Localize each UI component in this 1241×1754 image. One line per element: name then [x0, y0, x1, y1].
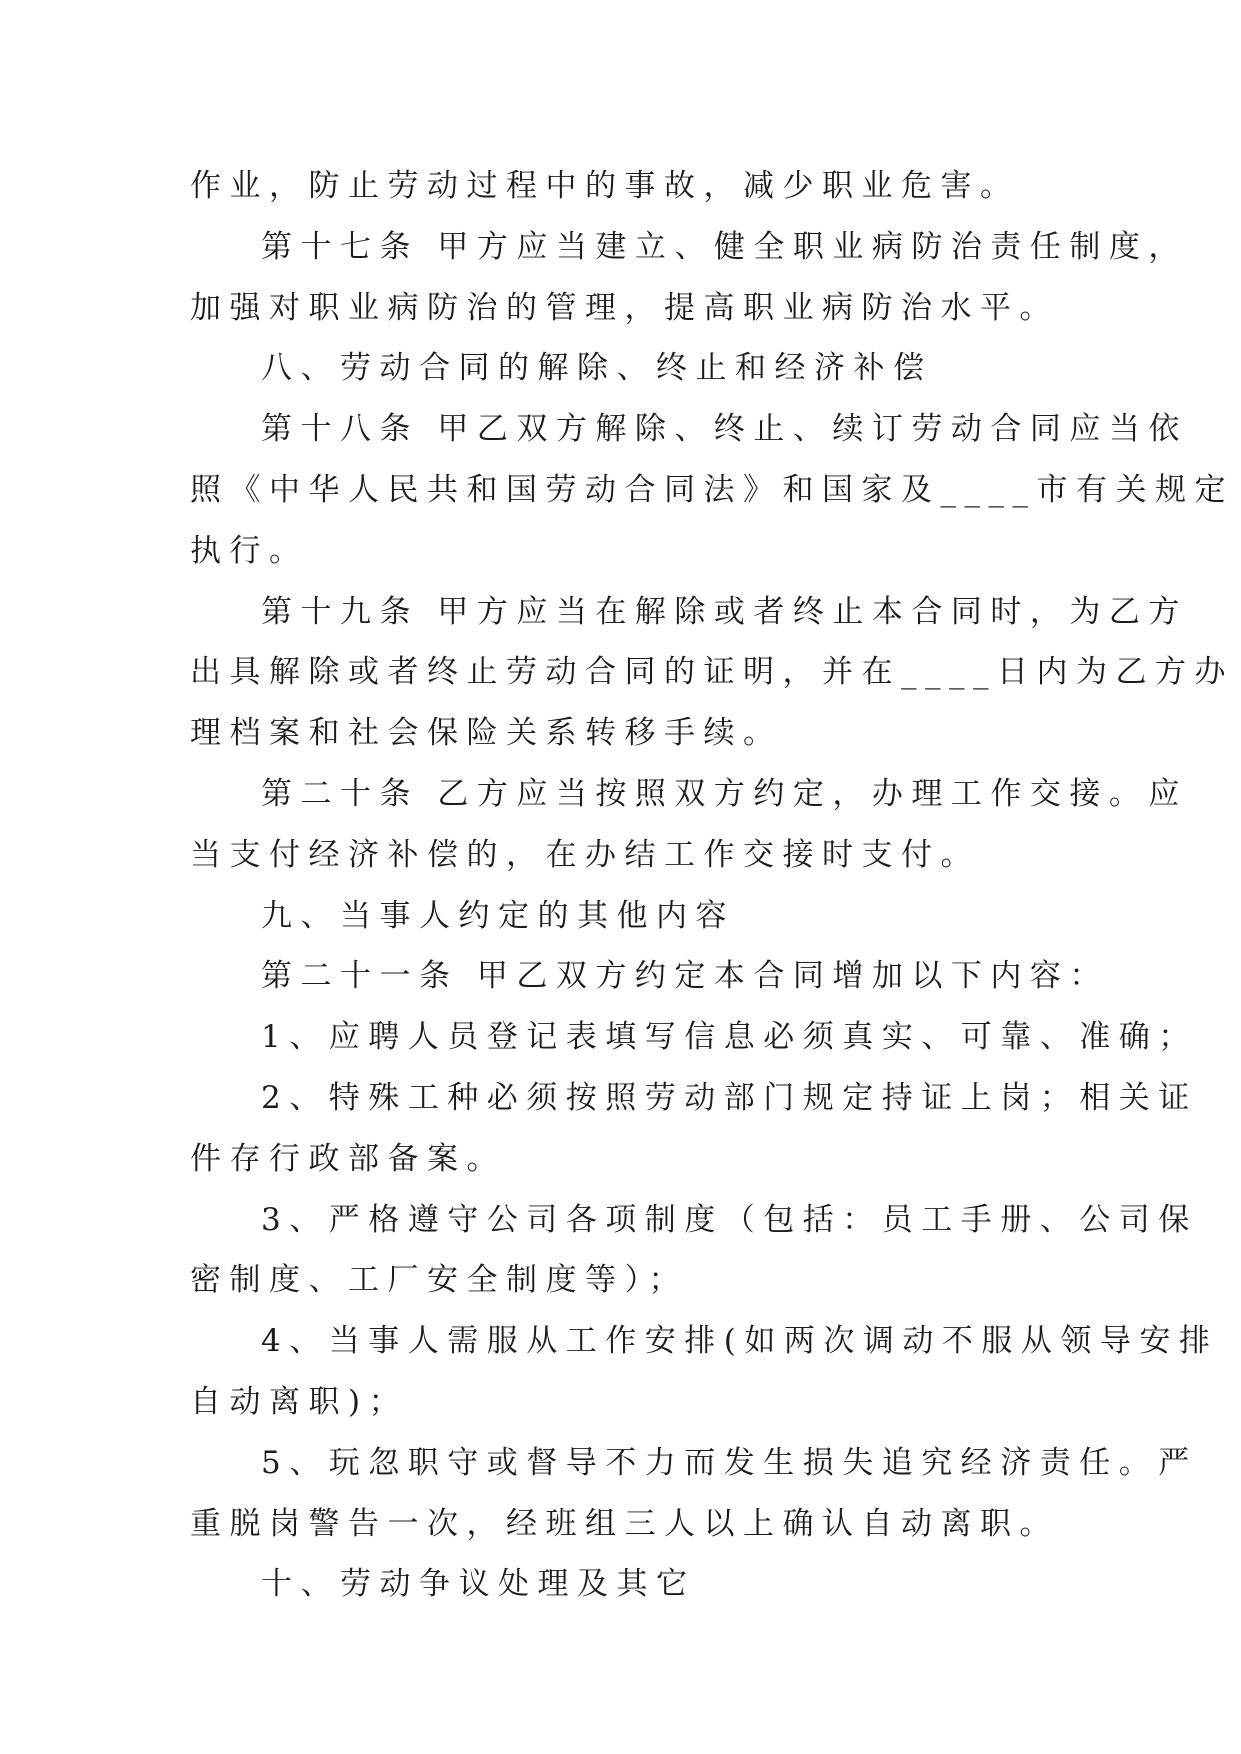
text-line: 出具解除或者终止劳动合同的证明，并在____日内为乙方办	[190, 654, 1234, 691]
article-17-line: 第十七条 甲方应当建立、健全职业病防治责任制度，	[261, 228, 1188, 265]
text-line: 重脱岗警告一次，经班组三人以上确认自动离职。	[190, 1505, 1059, 1542]
list-item-2: 2、特殊工种必须按照劳动部门规定持证上岗；相关证	[261, 1079, 1198, 1116]
list-item-4: 4、当事人需服从工作安排(如两次调动不服从领导安排	[261, 1323, 1219, 1360]
contract-text-body	[190, 156, 1234, 1615]
article-19-line: 第十九条 甲方应当在解除或者终止本合同时，为乙方	[261, 593, 1188, 630]
article-18-line: 第十八条 甲乙双方解除、终止、续订劳动合同应当依	[261, 411, 1188, 448]
text-line: 作业，防止劳动过程中的事故，减少职业危害。	[190, 168, 1020, 204]
article-21-line: 第二十一条 甲乙双方约定本合同增加以下内容：	[261, 958, 1109, 995]
section-9-heading: 九、当事人约定的其他内容	[261, 897, 735, 934]
section-10-heading: 十、劳动争议处理及其它	[261, 1566, 696, 1603]
article-20-line: 第二十条 乙方应当按照双方约定，办理工作交接。应	[261, 775, 1188, 812]
text-line: 密制度、工厂安全制度等）；	[190, 1262, 688, 1299]
section-8-heading: 八、劳动合同的解除、终止和经济补偿	[261, 350, 933, 387]
text-line: 件存行政部备案。	[190, 1140, 506, 1177]
list-item-5: 5、玩忽职守或督导不力而发生损失追究经济责任。严	[261, 1444, 1198, 1481]
text-line: 执行。	[190, 532, 309, 569]
list-item-3: 3、严格遵守公司各项制度（包括：员工手册、公司保	[261, 1201, 1198, 1238]
text-line: 理档案和社会保险关系转移手续。	[190, 715, 783, 752]
text-line: 自动离职)；	[190, 1383, 409, 1420]
list-item-1: 1、应聘人员登记表填写信息必须真实、可靠、准确；	[261, 1019, 1198, 1056]
text-line: 照《中华人民共和国劳动合同法》和国家及____市有关规定	[190, 471, 1234, 508]
text-line: 加强对职业病防治的管理，提高职业病防治水平。	[190, 289, 1059, 326]
text-line: 当支付经济补偿的，在办结工作交接时支付。	[190, 836, 980, 873]
